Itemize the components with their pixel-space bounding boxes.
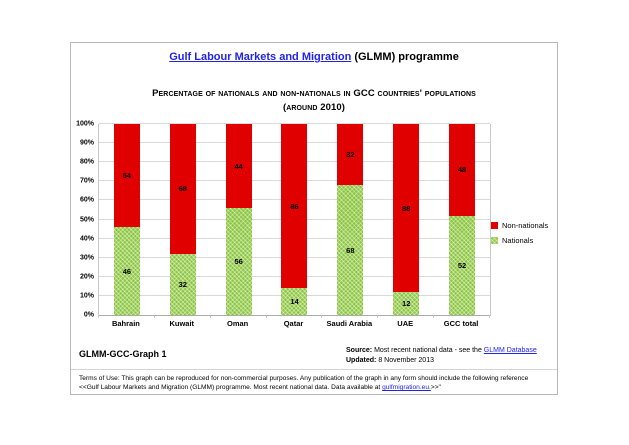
- legend-marker: [491, 237, 498, 244]
- legend-marker: [491, 222, 498, 229]
- x-axis-category-label: Saudi Arabia: [326, 319, 373, 328]
- legend: [491, 221, 548, 251]
- bar-bahrain: [99, 124, 155, 315]
- bar-value-label: 68: [178, 184, 187, 194]
- glmm-database-link[interactable]: GLMM Database: [483, 347, 537, 354]
- bar-segment-non-nationals: [393, 124, 419, 292]
- bar-segment-nationals: [170, 254, 196, 315]
- source-text: Most recent national data - see the: [374, 347, 484, 354]
- x-axis-labels: [98, 315, 489, 331]
- bar-value-label: 68: [346, 245, 355, 255]
- source-label: Source:: [346, 347, 373, 354]
- legend-label: Non-nationals: [502, 221, 549, 230]
- bar-segment-nationals: [226, 208, 252, 315]
- y-axis-tick-label: 90%: [79, 139, 94, 147]
- glmm-programme-link[interactable]: Gulf Labour Markets and Migration: [169, 51, 352, 63]
- source-line: [346, 346, 537, 356]
- bar-value-label: 56: [234, 257, 243, 267]
- x-axis-tick: [377, 315, 378, 318]
- bar-segment-nationals: [449, 216, 475, 315]
- chart-title-line1: Percentage of nationals and non-nationals in GCC countries' populations: [152, 88, 476, 99]
- bar-value-label: 52: [457, 260, 467, 270]
- bar-segment-non-nationals: [114, 124, 140, 227]
- bar-value-label: 32: [178, 279, 187, 289]
- x-axis-tick: [321, 315, 322, 318]
- legend-item-non-nationals: [491, 221, 548, 230]
- x-axis-category-label: Oman: [226, 319, 249, 328]
- y-axis-labels: [71, 120, 94, 319]
- x-axis-tick: [433, 315, 434, 318]
- y-axis-tick-label: 20%: [79, 273, 94, 281]
- y-axis-tick-label: 10%: [79, 292, 94, 300]
- y-axis-tick-label: 50%: [79, 216, 94, 223]
- terms-text-before: Terms of Use: This graph can be reproduced for non-commercial purposes. Any publication of the graph in any form should include the following reference <<Gulf Labour Markets and Migration (GLMM) programme. Most recent national data. Data available at: [79, 375, 529, 392]
- x-axis-tick: [210, 315, 211, 318]
- bar-value-label: 32: [346, 150, 355, 160]
- chart-frame: [70, 42, 558, 395]
- x-axis-category-label: Kuwait: [169, 319, 195, 328]
- chart-title: [71, 87, 557, 115]
- header-suffix: (GLMM) programme: [354, 51, 459, 63]
- bar-oman: [211, 124, 267, 315]
- bar-value-label: 44: [234, 161, 243, 171]
- updated-text: 8 November 2013: [378, 356, 434, 364]
- x-axis-tick: [266, 315, 267, 318]
- bar-saudi-arabia: [322, 124, 378, 315]
- bar-segment-non-nationals: [170, 124, 196, 254]
- bar-value-label: 46: [122, 266, 132, 276]
- updated-label: Updated:: [346, 356, 377, 364]
- y-axis-tick-label: 0%: [83, 311, 94, 319]
- bar-segment-non-nationals: [449, 124, 475, 216]
- plot-area: [98, 124, 491, 316]
- x-axis-category-label: GCC total: [443, 319, 479, 328]
- legend-label: Nationals: [502, 236, 534, 245]
- y-axis-tick-label: 40%: [79, 235, 94, 243]
- y-axis-tick-label: 80%: [79, 158, 94, 166]
- bar-value-label: 14: [290, 297, 299, 307]
- source-block: [346, 346, 537, 365]
- bar-segment-non-nationals: [226, 124, 252, 208]
- legend-item-nationals: [491, 236, 548, 245]
- graph-label: GLMM-GCC-Graph 1: [79, 349, 167, 359]
- bar-segment-nationals: [281, 288, 307, 315]
- chart-title-line2: (around 2010): [282, 102, 346, 113]
- bar-qatar: [267, 124, 323, 315]
- bar-gcc-total: [434, 124, 490, 315]
- terms-of-use: [71, 369, 557, 392]
- x-axis-category-label: Qatar: [283, 319, 304, 328]
- bar-segment-nationals: [337, 185, 363, 315]
- terms-text-after: >>": [430, 384, 441, 392]
- y-axis-tick-label: 60%: [79, 196, 94, 204]
- bar-segment-nationals: [114, 227, 140, 315]
- bar-value-label: 12: [402, 299, 411, 309]
- bar-value-label: 86: [290, 201, 299, 211]
- bar-value-label: 54: [122, 171, 132, 181]
- bar-segment-non-nationals: [281, 124, 307, 288]
- y-axis-tick-label: 30%: [79, 254, 94, 262]
- gulfmigration-link[interactable]: gulfmigration.eu.: [382, 384, 431, 392]
- bar-kuwait: [155, 124, 211, 315]
- x-axis-tick: [489, 315, 490, 318]
- x-axis-category-label: Bahrain: [111, 319, 140, 328]
- x-axis-category-label: UAE: [397, 319, 414, 328]
- updated-line: [346, 356, 537, 366]
- bar-value-label: 88: [402, 203, 411, 213]
- bar-segment-nationals: [393, 292, 419, 315]
- bar-uae: [378, 124, 434, 315]
- y-axis-tick-label: 100%: [76, 120, 94, 128]
- x-axis-tick: [154, 315, 155, 318]
- bar-segment-non-nationals: [337, 124, 363, 185]
- page-header: [71, 51, 557, 63]
- bar-value-label: 48: [457, 165, 467, 175]
- x-axis-tick: [98, 315, 99, 318]
- y-axis-tick-label: 70%: [79, 177, 94, 185]
